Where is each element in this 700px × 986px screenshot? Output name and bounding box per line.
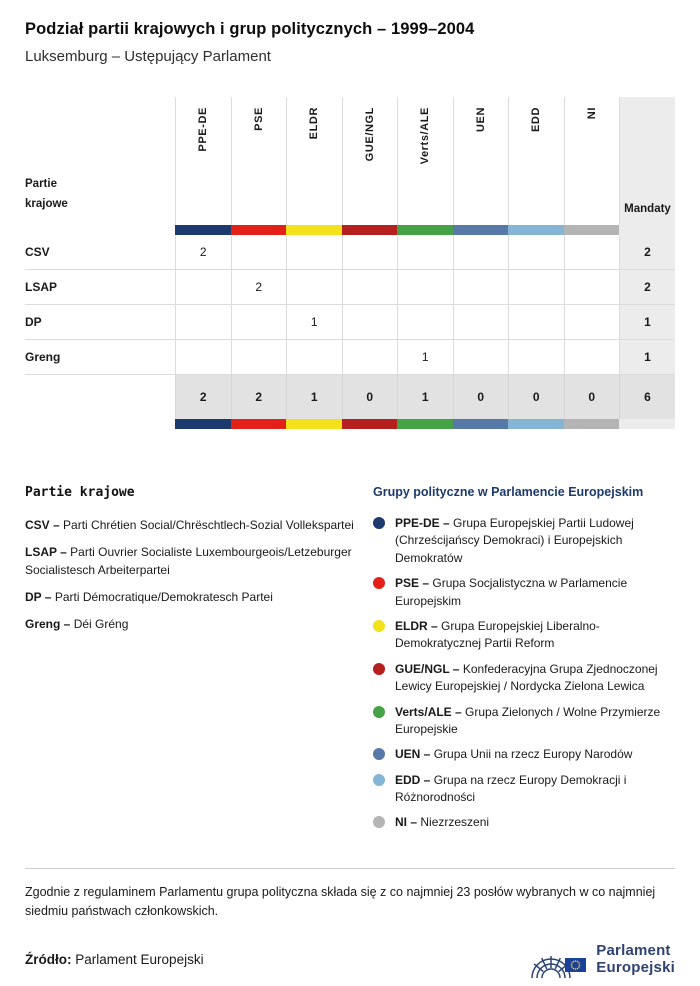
group-desc: Konfederacyjna Grupa Zjednoczonej Lewicy Europejskiej / Nordycka Zielona Lewica <box>395 661 658 694</box>
party-desc: Parti Ouvrier Socialiste Luxembourgeois/Letzeburger Socialistesch Arbeiterpartei <box>25 545 352 577</box>
group-legend-text <box>395 515 675 567</box>
group-name: UEN – <box>395 747 431 762</box>
group-desc: Grupa Unii na rzecz Europy Narodów <box>433 747 633 762</box>
group-legend-item <box>373 515 675 567</box>
group-name: EDD – <box>395 772 431 787</box>
party-name-cell: LSAP <box>25 270 175 305</box>
party-name-cell: Greng <box>25 340 175 375</box>
total-seats-cell: 0 <box>564 375 620 419</box>
party-desc: Déi Gréng <box>73 617 129 631</box>
seats-table <box>25 97 675 429</box>
party-legend-item <box>25 543 359 579</box>
group-color-dot-icon <box>373 816 385 828</box>
footer-row <box>25 938 675 980</box>
eu-flag-icon <box>565 958 586 972</box>
total-seats-cell: 1 <box>397 375 453 419</box>
seats-cell <box>453 235 509 270</box>
group-column-header <box>508 97 564 225</box>
group-color-dot-icon <box>373 663 385 675</box>
group-desc: Grupa Europejskiej Partii Ludowej (Chrześcijańscy Demokraci) i Europejskich Demokratów <box>395 516 634 565</box>
group-color-bar <box>453 225 509 235</box>
mandates-cell: 1 <box>619 305 675 340</box>
group-legend-item <box>373 618 675 653</box>
ep-logo-text <box>596 942 675 977</box>
group-color-dot-icon <box>373 577 385 589</box>
party-abbr: CSV – <box>25 518 60 532</box>
group-name: NI – <box>395 815 418 830</box>
mandates-color-bar <box>619 225 675 235</box>
group-legend-text <box>395 618 675 653</box>
group-color-dot-icon <box>373 774 385 786</box>
seats-cell <box>564 340 620 375</box>
group-name: PPE-DE – <box>395 516 450 530</box>
group-desc: Grupa Zielonych / Wolne Przymierze Europejskie <box>395 704 661 736</box>
party-legend-item <box>25 588 359 606</box>
group-column-header <box>564 97 620 225</box>
group-color-bar <box>342 225 398 235</box>
seats-cell <box>175 305 231 340</box>
party-abbr: Greng – <box>25 617 71 631</box>
seats-cell <box>397 235 453 270</box>
page-subtitle: Luksemburg – Ustępujący Parlament <box>25 48 271 65</box>
seats-cell <box>231 235 287 270</box>
group-name: GUE/NGL – <box>395 661 460 676</box>
party-legend-title: Partie krajowe <box>25 485 135 500</box>
seats-cell: 2 <box>231 270 287 305</box>
seats-cell: 1 <box>286 305 342 340</box>
group-column-header <box>453 97 509 225</box>
seats-cell <box>564 270 620 305</box>
group-header-label: Verts/ALE <box>419 107 432 165</box>
note-text: Zgodnie z regulaminem Parlamentu grupa polityczna składa się z co najmniej 23 posłów wybranych w co najmniej siedmiu państwach członkowskich. <box>25 884 656 918</box>
group-desc: Grupa na rzecz Europy Demokracji i Różnorodności <box>395 772 627 805</box>
group-column-header <box>231 97 287 225</box>
group-legend-text <box>395 814 489 831</box>
group-color-dot-icon <box>373 748 385 760</box>
seats-cell <box>286 270 342 305</box>
seats-cell <box>508 340 564 375</box>
group-legend-item <box>373 746 675 763</box>
mandates-cell: 1 <box>619 340 675 375</box>
mandates-cell: 2 <box>619 270 675 305</box>
group-name: ELDR – <box>395 618 438 633</box>
group-color-dot-icon <box>373 517 385 529</box>
party-legend-item <box>25 516 359 534</box>
group-legend-item <box>373 772 675 807</box>
seats-cell <box>342 340 398 375</box>
seats-cell <box>231 305 287 340</box>
footer-divider <box>25 868 675 869</box>
seats-cell <box>397 270 453 305</box>
group-header-label: NI <box>585 107 598 120</box>
legends-section <box>25 485 675 840</box>
party-abbr: LSAP – <box>25 545 67 559</box>
ep-logo <box>529 938 675 980</box>
seats-cell <box>342 305 398 340</box>
group-legend-item <box>373 704 675 739</box>
party-legend <box>25 485 373 840</box>
group-legend-item <box>373 575 675 610</box>
group-color-bar <box>508 419 564 429</box>
group-legend-text <box>395 772 675 807</box>
seats-cell <box>453 270 509 305</box>
group-column-header <box>342 97 398 225</box>
group-color-bar <box>342 419 398 429</box>
party-legend-item <box>25 615 359 633</box>
group-color-bar <box>397 419 453 429</box>
seats-cell <box>342 270 398 305</box>
group-color-bar <box>231 225 287 235</box>
seats-cell: 2 <box>175 235 231 270</box>
group-legend-item <box>373 661 675 696</box>
group-legend <box>373 485 675 840</box>
party-abbr: DP – <box>25 590 52 604</box>
group-color-bar <box>286 419 342 429</box>
group-name: Verts/ALE – <box>395 704 462 719</box>
seats-cell <box>564 305 620 340</box>
group-color-dot-icon <box>373 620 385 632</box>
group-column-header <box>286 97 342 225</box>
seats-cell <box>508 235 564 270</box>
mandates-color-bar <box>619 419 675 429</box>
seats-cell <box>175 270 231 305</box>
seats-cell <box>286 340 342 375</box>
seats-cell <box>508 270 564 305</box>
group-header-label: GUE/NGL <box>363 107 376 162</box>
total-seats-cell: 2 <box>175 375 231 419</box>
group-header-label: PSE <box>252 107 265 131</box>
group-color-bar <box>564 225 620 235</box>
ep-hemicycle-icon <box>529 938 587 980</box>
group-color-bar <box>564 419 620 429</box>
group-color-bar <box>508 225 564 235</box>
seats-cell <box>175 340 231 375</box>
total-seats-cell: 2 <box>231 375 287 419</box>
group-legend-item <box>373 814 675 831</box>
group-desc: Niezrzeszeni <box>420 815 490 830</box>
bar-row-spacer <box>25 225 175 235</box>
group-legend-text <box>395 575 675 610</box>
group-color-bar <box>175 225 231 235</box>
group-color-bar <box>286 225 342 235</box>
group-header-label: EDD <box>530 107 543 133</box>
group-column-header <box>397 97 453 225</box>
group-legend-title: Grupy polityczne w Parlamencie Europejskim <box>373 485 644 499</box>
ep-logo-line1: Parlament <box>596 942 671 960</box>
ep-logo-line2: Europejski <box>596 959 675 977</box>
seats-cell: 1 <box>397 340 453 375</box>
page-title: Podział partii krajowych i grup politycznych – 1999–2004 <box>25 20 475 38</box>
seats-cell <box>453 305 509 340</box>
bar-row-spacer <box>25 419 175 429</box>
mandates-cell: 2 <box>619 235 675 270</box>
group-desc: Grupa Socjalistyczna w Parlamencie Europejskim <box>395 576 628 608</box>
group-color-bar <box>231 419 287 429</box>
group-legend-text <box>395 746 632 763</box>
mandates-column-header <box>619 97 675 225</box>
row-header-label: Partie krajowe <box>25 177 68 211</box>
total-seats-cell: 0 <box>453 375 509 419</box>
seats-cell <box>564 235 620 270</box>
group-desc: Grupa Europejskiej Liberalno-Demokratycznej Partii Reform <box>395 618 600 651</box>
group-legend-text <box>395 661 675 696</box>
group-color-bar <box>175 419 231 429</box>
group-legend-text <box>395 704 675 739</box>
source-line <box>25 952 204 967</box>
mandates-header-label: Mandaty <box>624 203 671 215</box>
seats-cell <box>342 235 398 270</box>
party-name-cell: DP <box>25 305 175 340</box>
group-header-label: PPE-DE <box>197 107 210 152</box>
group-header-label: ELDR <box>308 107 321 140</box>
party-name-cell: CSV <box>25 235 175 270</box>
total-seats-cell: 0 <box>342 375 398 419</box>
totals-row-spacer <box>25 375 175 419</box>
party-desc: Parti Chrétien Social/Chrëschtlech-Sozial Vollekspartei <box>63 518 354 532</box>
seats-cell <box>397 305 453 340</box>
party-desc: Parti Démocratique/Demokratesch Partei <box>54 590 273 604</box>
group-column-header <box>175 97 231 225</box>
source-value: Parlament Europejski <box>75 951 204 967</box>
group-color-bar <box>397 225 453 235</box>
group-color-bar <box>453 419 509 429</box>
source-label: Źródło: <box>25 951 72 967</box>
group-name: PSE – <box>395 576 430 591</box>
seats-cell <box>453 340 509 375</box>
total-mandates-cell: 6 <box>619 375 675 419</box>
seats-cell <box>286 235 342 270</box>
total-seats-cell: 0 <box>508 375 564 419</box>
group-color-dot-icon <box>373 706 385 718</box>
row-header-cell <box>25 97 175 225</box>
seats-cell <box>231 340 287 375</box>
group-header-label: UEN <box>474 107 487 133</box>
seats-cell <box>508 305 564 340</box>
total-seats-cell: 1 <box>286 375 342 419</box>
